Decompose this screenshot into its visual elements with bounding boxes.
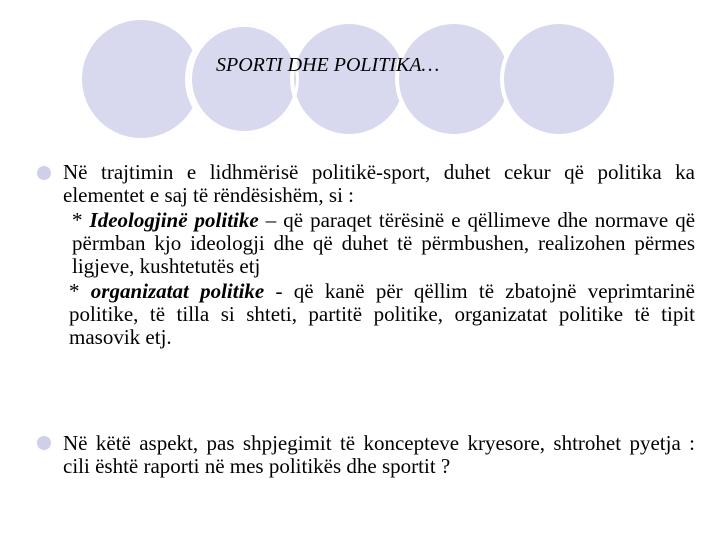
item-term: Ideologjinë politike [89, 208, 259, 232]
bullet-paragraph-2 [63, 432, 695, 478]
bullet-paragraph-1 [63, 161, 695, 349]
page-title: SPORTI DHE POLITIKA… [216, 54, 440, 76]
bullet-marker [37, 166, 51, 180]
item-prefix: * [69, 279, 91, 303]
list-item [63, 209, 695, 278]
item-prefix: * [72, 208, 90, 232]
bullet-intro: Në trajtimin e lidhmërisë politikë-sport, duhet cekur që politika ka elementet e saj të rëndësishëm, si : [63, 160, 695, 207]
decorative-ring [189, 24, 299, 134]
item-text: - që kanë për qëllim të zbatojnë veprimtarinë politike, të tilla si shteti, partitë politike, organizatat politike të tipit masovik etj. [69, 279, 695, 349]
list-item [63, 280, 695, 349]
bullet-marker [37, 436, 51, 450]
decorative-circle-5 [500, 20, 618, 138]
bullet-intro: Në këtë aspekt, pas shpjegimit të koncepteve kryesore, shtrohet pyetja : cili është raporti në mes politikës dhe sportit ? [63, 431, 695, 478]
item-text: – që paraqet tërësinë e qëllimeve dhe normave që përmban kjo ideologji dhe që duhet të përmbushen, realizohen përmes ligjeve, kushtetutës etj [72, 208, 696, 278]
item-term: organizatat politike [90, 279, 265, 303]
decorative-circle-1 [82, 20, 200, 138]
decorative-circle-4 [395, 20, 513, 138]
decorative-circle-3 [290, 20, 408, 138]
